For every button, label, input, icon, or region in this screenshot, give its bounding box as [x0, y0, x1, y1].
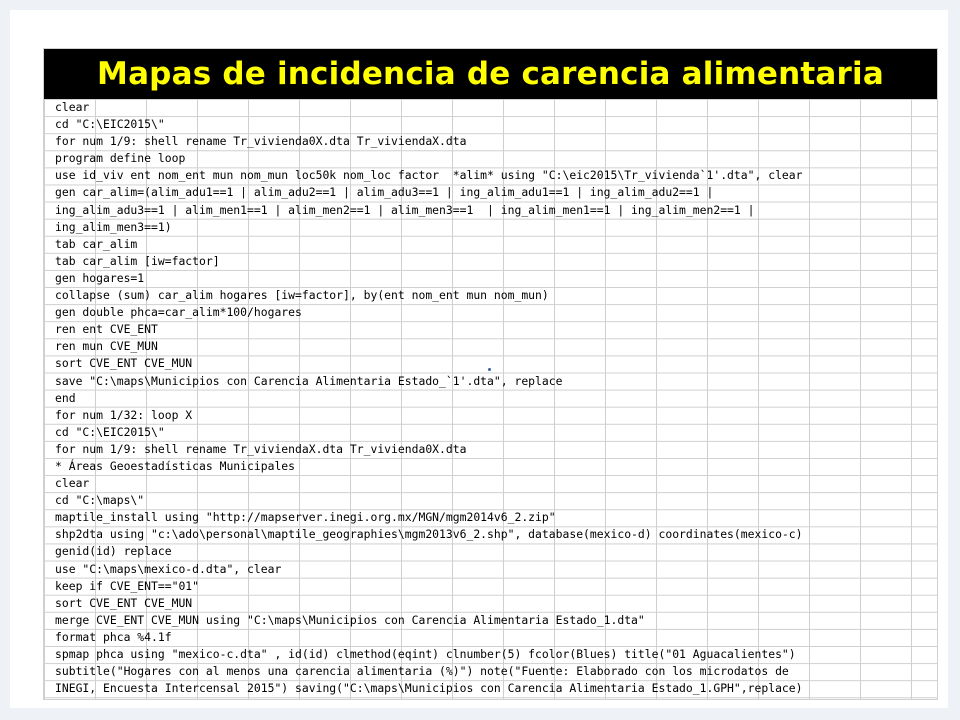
code-line: tab car_alim: [55, 236, 138, 251]
code-line: for num 1/9: shell rename Tr_viviendaX.dta Tr_vivienda0X.dta: [55, 441, 467, 456]
code-line: shp2dta using "c:\ado\personal\maptile_geographies\mgm2013v6_2.shp", database(mexico-d) coordinates(mexico-c): [55, 527, 803, 542]
code-line: format phca %4.1f: [55, 629, 172, 644]
code-line: genid(id) replace: [55, 544, 172, 559]
code-listing: [55, 99, 935, 697]
code-line: sort CVE_ENT CVE_MUN: [55, 356, 193, 371]
code-line: gen double phca=car_alim*100/hogares: [55, 305, 302, 320]
code-line: program define loop: [55, 151, 186, 166]
code-line: gen hogares=1: [55, 270, 145, 285]
code-line: INEGI, Encuesta Intercensal 2015") saving("C:\maps\Municipios con Carencia Alimentaria Estado_1.GPH",replace): [55, 681, 803, 696]
content-frame: [43, 48, 938, 700]
code-line: ing_alim_adu3==1 | alim_men1==1 | alim_men2==1 | alim_men3==1 | ing_alim_men1==1 | ing_alim_men2==1 |: [55, 202, 755, 217]
code-line: for num 1/9: shell rename Tr_vivienda0X.dta Tr_viviendaX.dta: [55, 134, 467, 149]
code-line: merge CVE_ENT CVE_MUN using "C:\maps\Municipios con Carencia Alimentaria Estado_1.dta": [55, 612, 645, 627]
code-table: [44, 99, 937, 699]
code-line: maptile_install using "http://mapserver.inegi.org.mx/MGN/mgm2014v6_2.zip": [55, 510, 556, 525]
slide: [10, 10, 948, 708]
code-line: cd "C:\EIC2015\": [55, 117, 165, 132]
code-line: tab car_alim [iw=factor]: [55, 253, 220, 268]
code-line: clear: [55, 100, 90, 114]
title-bar: [44, 49, 937, 99]
code-line: clear: [55, 476, 90, 491]
code-line: gen car_alim=(alim_adu1==1 | alim_adu2==1 | alim_adu3==1 | ing_alim_adu1==1 | ing_alim_adu2==1 |: [55, 185, 714, 200]
slide-title: Mapas de incidencia de carencia alimentaria: [97, 56, 884, 92]
code-line: sort CVE_ENT CVE_MUN: [55, 595, 193, 610]
code-line: save "C:\maps\Municipios con Carencia Alimentaria Estado_`1'.dta", replace: [55, 373, 563, 388]
code-line: keep if CVE_ENT=="01": [55, 578, 200, 593]
code-line: use "C:\maps\mexico-d.dta", clear: [55, 561, 282, 576]
code-line: * Áreas Geoestadísticas Municipales: [55, 458, 296, 473]
code-line: ren ent CVE_ENT: [55, 322, 158, 337]
code-line: ing_alim_men3==1): [55, 219, 172, 234]
code-line: end: [55, 390, 76, 405]
code-line: collapse (sum) car_alim hogares [iw=factor], by(ent nom_ent mun nom_mun): [55, 288, 549, 303]
code-line: cd "C:\maps\": [55, 493, 145, 508]
code-line: ren mun CVE_MUN: [55, 339, 158, 354]
cursor-dot: [488, 368, 491, 371]
code-line: for num 1/32: loop X: [55, 407, 193, 422]
code-line: cd "C:\EIC2015\": [55, 424, 165, 439]
code-line: spmap phca using "mexico-c.dta" , id(id) clmethod(eqint) clnumber(5) fcolor(Blues) title("01 Aguacalientes"): [55, 647, 796, 661]
code-line: use id_viv ent nom_ent mun nom_mun loc50k nom_loc factor *alim* using "C:\eic2015\Tr_vivienda`1'.dta", clear: [55, 168, 803, 183]
code-line: subtitle("Hogares con al menos una carencia alimentaria (%)") note("Fuente: Elaborado con los microdatos de: [55, 664, 789, 679]
